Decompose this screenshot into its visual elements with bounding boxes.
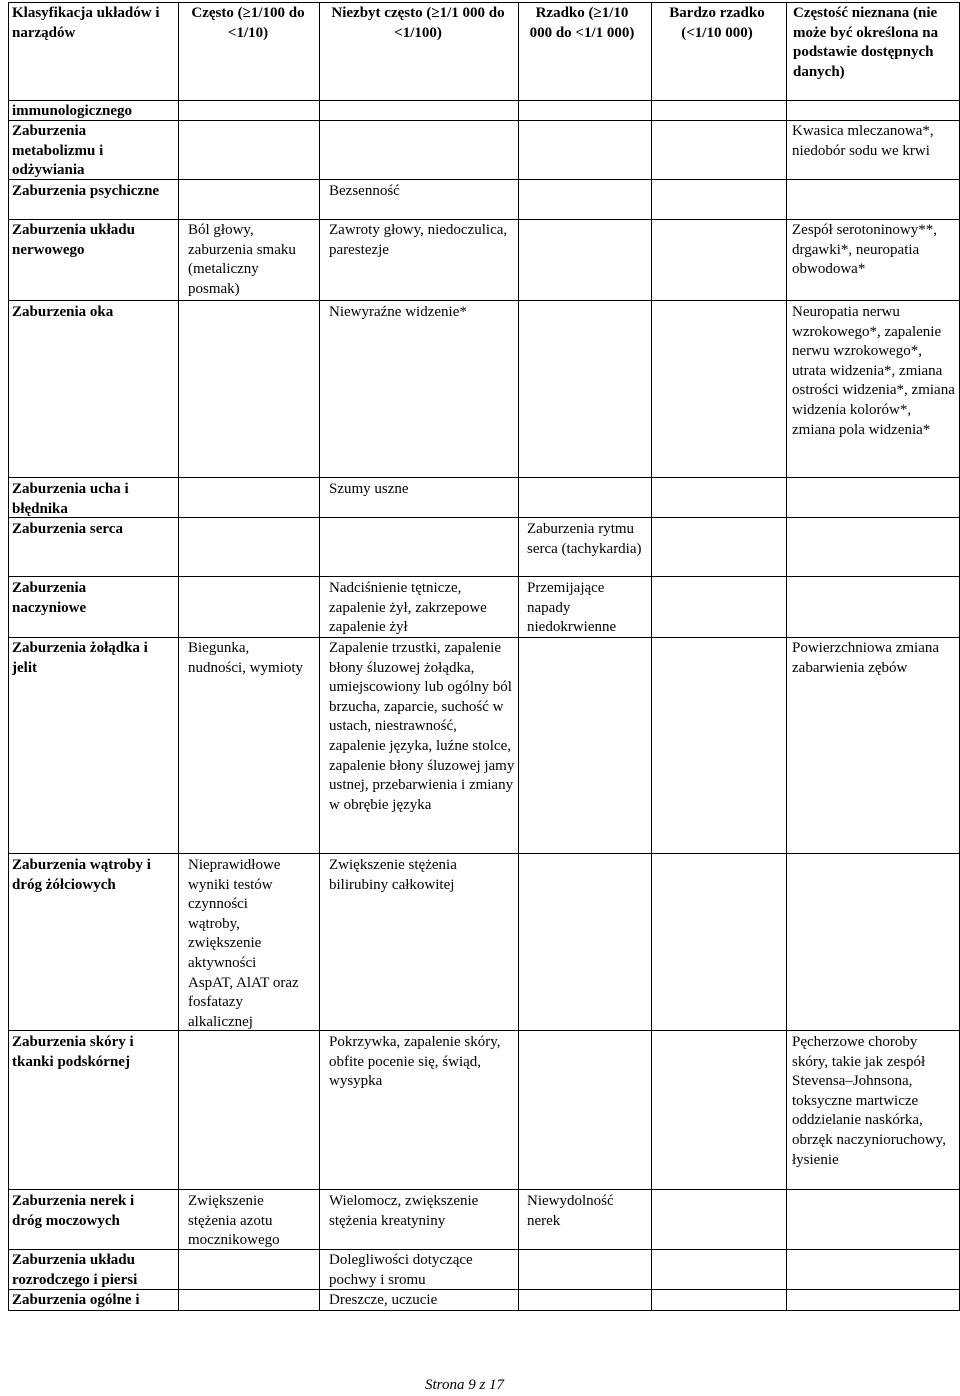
table-row-soc: Zaburzenia naczyniowe — [12, 580, 87, 616]
table-row-soc: Zaburzenia nerek i dróg moczowych — [12, 1193, 135, 1229]
header-common: Często (≥1/100 do <1/10) — [191, 5, 305, 41]
table-row-soc: Zaburzenia serca — [12, 521, 123, 537]
table-row-soc: Zaburzenia układu nerwowego — [12, 222, 135, 258]
table-cell-common: Nieprawidłowe wyniki testów czynności wątroby, zwiększenie aktywności AspAT, AlAT oraz fosfatazy alkalicznej — [188, 857, 299, 1030]
header-soc: Klasyfikacja układów i narządów — [12, 5, 160, 41]
table-cell-rare: Zaburzenia rytmu serca (tachykardia) — [527, 521, 642, 557]
table-cell-uncommon: Szumy uszne — [329, 481, 409, 497]
header-rare: Rzadko (≥1/10 000 do <1/1 000) — [529, 5, 635, 41]
table-row-soc: Zaburzenia ogólne i — [12, 1292, 140, 1308]
table-cell-unknown: Pęcherzowe choroby skóry, takie jak zespół Stevensa–Johnsona, toksyczne martwicze oddzielanie naskórka, obrzęk naczynioruchowy, łysienie — [792, 1034, 946, 1168]
table-row-soc: immunologicznego — [12, 103, 132, 119]
table-cell-rare: Przemijające napady niedokrwienne — [527, 580, 617, 636]
table-cell-common: Ból głowy, zaburzenia smaku (metaliczny posmak) — [188, 222, 296, 297]
table-row-soc: Zaburzenia układu rozrodczego i piersi — [12, 1252, 138, 1288]
table-cell-uncommon: Zapalenie trzustki, zapalenie błony śluzowej żołądka, umiejscowiony lub ogólny ból brzucha, zaparcie, suchość w ustach, niestrawność, zapalenie języka, luźne stolce, zapalenie błony śluzowej jamy ustnej, przebarwienia i zmiany w obrębie języka — [329, 640, 515, 813]
table-cell-unknown: Neuropatia nerwu wzrokowego*, zapalenie nerwu wzrokowego*, utrata widzenia*, zmiana ostrości widzenia*, zmiana widzenia kolorów*, zmiana pola widzenia* — [792, 304, 955, 438]
header-uncommon: Niezbyt często (≥1/1 000 do <1/100) — [331, 5, 505, 41]
header-very-rare: Bardzo rzadko (<1/10 000) — [669, 5, 765, 41]
table-row-soc: Zaburzenia żołądka i jelit — [12, 640, 148, 676]
table-cell-uncommon: Dreszcze, uczucie — [329, 1292, 438, 1308]
table-cell-common: Biegunka, nudności, wymioty — [188, 640, 303, 676]
table-cell-uncommon: Zwiększenie stężenia bilirubiny całkowitej — [329, 857, 457, 893]
table-cell-rare: Niewydolność nerek — [527, 1193, 614, 1229]
table-cell-uncommon: Zawroty głowy, niedoczulica, parestezje — [329, 222, 508, 258]
table-cell-uncommon: Bezsenność — [329, 183, 400, 199]
table-cell-uncommon: Dolegliwości dotyczące pochwy i sromu — [329, 1252, 473, 1288]
page-footer: Strona 9 z 17 — [425, 1377, 505, 1393]
table-cell-common: Zwiększenie stężenia azotu mocznikowego — [188, 1193, 280, 1249]
table-row-soc: Zaburzenia oka — [12, 304, 114, 320]
adverse-reactions-table — [8, 2, 960, 1310]
table-row-soc: Zaburzenia metabolizmu i odżywiania — [12, 123, 104, 179]
table-cell-unknown: Kwasica mleczanowa*, niedobór sodu we krwi — [792, 123, 934, 159]
table-cell-unknown: Powierzchniowa zmiana zabarwienia zębów — [792, 640, 940, 676]
table-cell-uncommon: Nadciśnienie tętnicze, zapalenie żył, zakrzepowe zapalenie żył — [329, 580, 487, 636]
table-cell-uncommon: Niewyraźne widzenie* — [329, 304, 467, 320]
table-cell-uncommon: Wielomocz, zwiększenie stężenia kreatyniny — [329, 1193, 479, 1229]
header-unknown: Częstość nieznana (nie może być określona na podstawie dostępnych danych) — [793, 5, 939, 80]
table-row-soc: Zaburzenia psychiczne — [12, 183, 160, 199]
table-row-soc: Zaburzenia wątroby i dróg żółciowych — [12, 857, 151, 893]
table-row-soc: Zaburzenia skóry i tkanki podskórnej — [12, 1034, 134, 1070]
table-cell-unknown: Zespół serotoninowy**, drgawki*, neuropatia obwodowa* — [792, 222, 937, 278]
table-cell-uncommon: Pokrzywka, zapalenie skóry, obfite pocenie się, świąd, wysypka — [329, 1034, 501, 1090]
table-row-soc: Zaburzenia ucha i błędnika — [12, 481, 129, 517]
